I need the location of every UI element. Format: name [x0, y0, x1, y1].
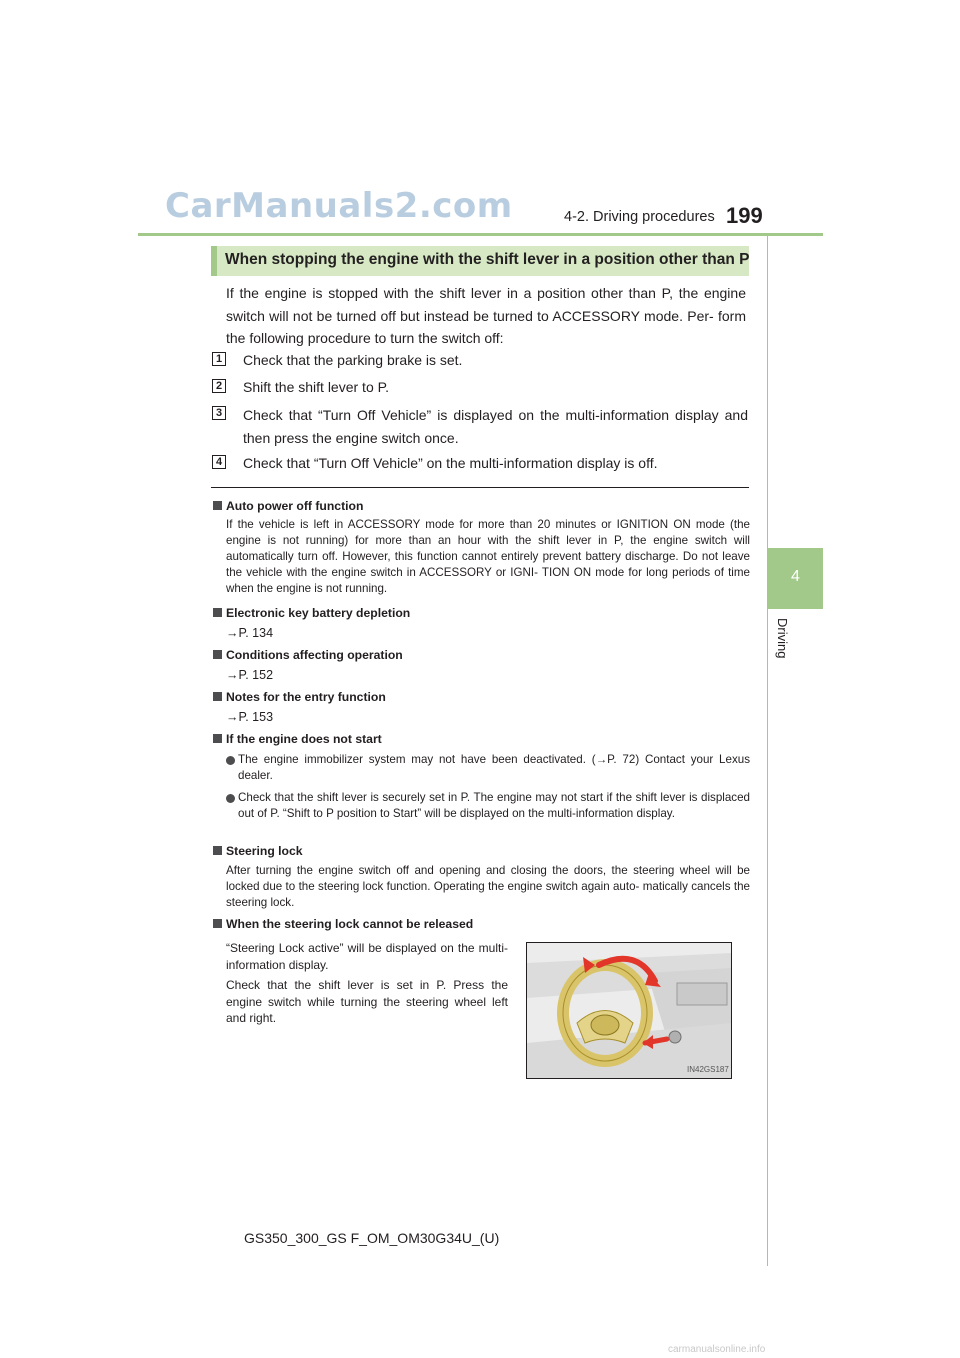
step-number-3: 3	[212, 406, 226, 420]
watermark-logo: CarManuals2.com	[165, 186, 513, 226]
chapter-label: Driving	[775, 618, 790, 659]
steering-release-text-1: “Steering Lock active” will be displayed on the multi-information display.	[226, 941, 508, 972]
steering-wheel-illustration	[526, 942, 732, 1079]
square-bullet-icon	[213, 919, 222, 928]
note-body-steering-lock: After turning the engine switch off and opening and closing the doors, the steering wheel will be locked due to the steering lock function. Operating the engine switch again auto- matically cancels the steering lock.	[226, 864, 750, 909]
square-bullet-icon	[213, 650, 222, 659]
bullet-dot-icon	[226, 756, 235, 765]
figure-code: IN42GS187	[687, 1065, 729, 1074]
section-heading: When stopping the engine with the shift lever in a position other than P	[225, 251, 750, 268]
page-reference-link[interactable]: →P. 152	[226, 668, 274, 682]
step-text-4: Check that “Turn Off Vehicle” on the multi-information display is off.	[243, 455, 658, 471]
note-body-auto-power-off: If the vehicle is left in ACCESSORY mode for more than 20 minutes or IGNITION ON mode (the engine is not running) for more than an hour with the shift lever in P, the engine switch will automatically turn off. However, this function cannot entirely prevent battery discharge. Do not leave the vehicle with the engine switch in ACCESSORY or IGNI- TION ON mode for long periods of time when the engine is not running.	[226, 518, 750, 595]
page-reference-link[interactable]: →P. 134	[226, 626, 274, 640]
note-heading-steering-release: When the steering lock cannot be released	[213, 917, 473, 931]
section-label: 4-2. Driving procedures	[564, 209, 715, 225]
page-reference-link[interactable]: →P. 153	[226, 710, 274, 724]
square-bullet-icon	[213, 692, 222, 701]
step-number-2: 2	[212, 379, 226, 393]
page-number: 199	[726, 203, 763, 228]
bullet-dot-icon	[226, 794, 235, 803]
header-rule	[138, 233, 823, 236]
intro-paragraph: If the engine is stopped with the shift lever in a position other than P, the engine switch will not be turned off but instead be turned to ACCESSORY mode. Per- form the following procedure to turn the switch off:	[226, 285, 746, 346]
note-heading-auto-power-off: Auto power off function	[213, 499, 363, 513]
square-bullet-icon	[213, 501, 222, 510]
step-text-3: Check that “Turn Off Vehicle” is displayed on the multi-information display and then press the engine switch once.	[243, 407, 748, 446]
note-heading-not-start: If the engine does not start	[213, 732, 382, 746]
steering-wheel-icon	[527, 943, 731, 1078]
note-heading-steering-lock: Steering lock	[213, 844, 303, 858]
note-heading-entry-function: Notes for the entry function	[213, 690, 386, 704]
footer-watermark: carmanualsonline.info	[668, 1344, 766, 1355]
section-divider	[211, 487, 749, 488]
step-number-4: 4	[212, 455, 226, 469]
step-text-2: Shift the shift lever to P.	[243, 379, 390, 395]
square-bullet-icon	[213, 608, 222, 617]
footer-doc-code: GS350_300_GS F_OM_OM30G34U_(U)	[244, 1230, 500, 1246]
note-heading-conditions: Conditions affecting operation	[213, 648, 403, 662]
bullet-text-immobilizer: The engine immobilizer system may not have been deactivated. (→P. 72) Contact your Lexus dealer.	[238, 753, 750, 782]
side-rule	[767, 236, 768, 1266]
note-heading-key-battery: Electronic key battery depletion	[213, 606, 410, 620]
step-number-1: 1	[212, 352, 226, 366]
steering-release-text-2: Check that the shift lever is set in P. Press the engine switch while turning the steering wheel left and right.	[226, 978, 508, 1025]
step-text-1: Check that the parking brake is set.	[243, 352, 463, 368]
bullet-text-shift-lever: Check that the shift lever is securely set in P. The engine may not start if the shift lever is displaced out of P. “Shift to P position to Start” will be displayed on the multi-information display.	[238, 791, 750, 820]
chapter-tab-number: 4	[791, 568, 800, 585]
square-bullet-icon	[213, 846, 222, 855]
square-bullet-icon	[213, 734, 222, 743]
